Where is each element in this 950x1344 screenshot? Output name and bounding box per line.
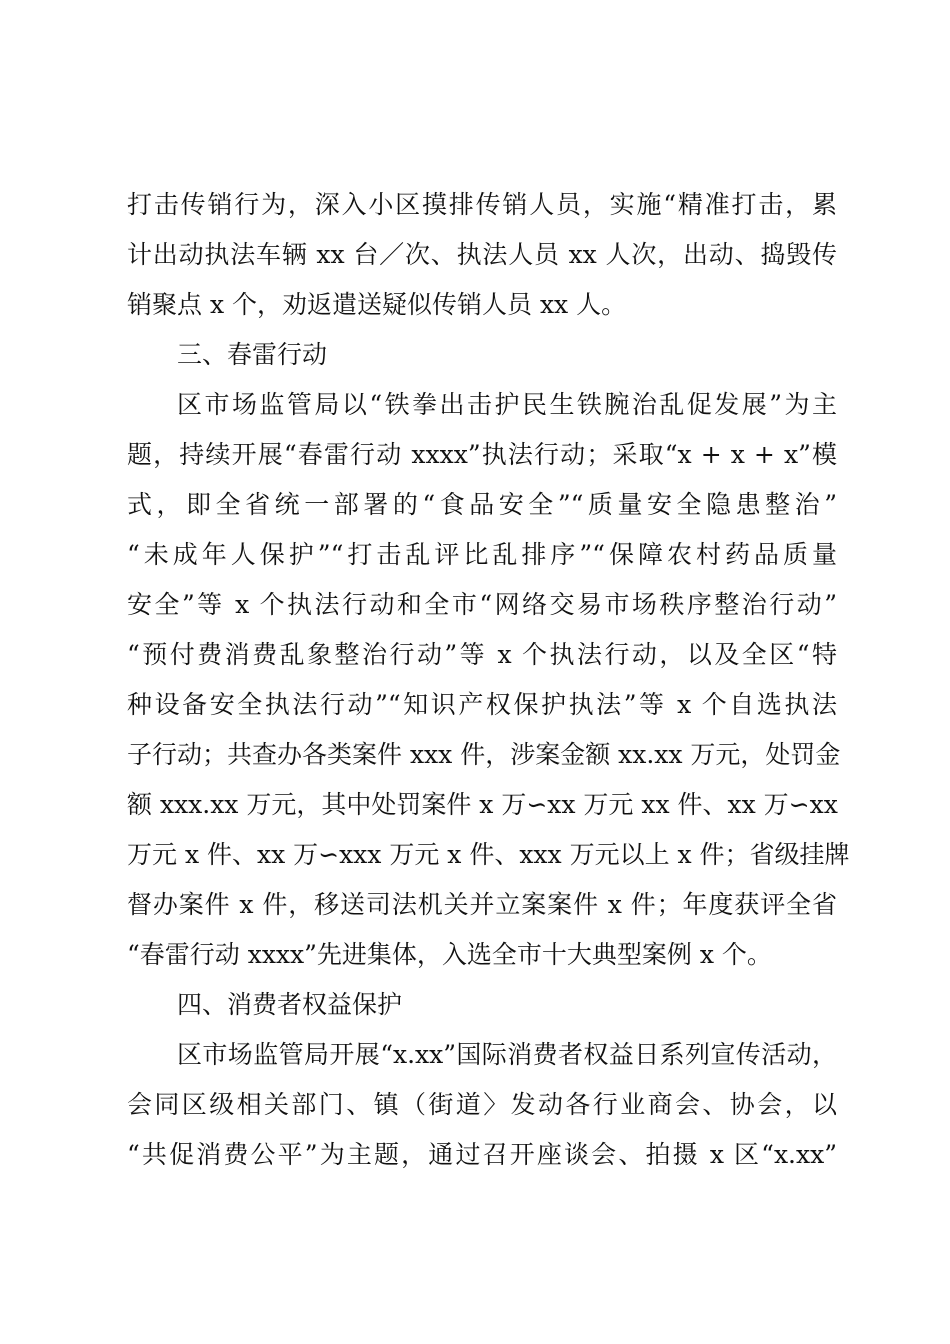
paragraph-line: “预付费消费乱象整治行动”等 x 个执法行动，以及全区“特 <box>127 640 837 669</box>
paragraph-line: 种设备安全执法行动”“知识产权保护执法”等 x 个自选执法 <box>127 690 837 719</box>
paragraph-line: 计出动执法车辆 xx 台／次、执法人员 xx 人次，出动、捣毁传 <box>127 240 837 269</box>
paragraph-line: 打击传销行为，深入小区摸排传销人员，实施“精准打击，累 <box>127 190 837 219</box>
section-heading-3: 三、春雷行动 <box>177 340 328 369</box>
paragraph-line: 区市场监管局开展“x.xx”国际消费者权益日系列宣传活动， <box>177 1040 837 1069</box>
paragraph-line: 区市场监管局以“铁拳出击护民生铁腕治乱促发展”为主 <box>177 390 837 419</box>
paragraph-line: 督办案件 x 件，移送司法机关并立案案件 x 件；年度获评全省 <box>127 890 837 919</box>
paragraph-line: 子行动；共查办各类案件 xxx 件，涉案金额 xx.xx 万元，处罚金 <box>127 740 841 769</box>
section-heading-4: 四、消费者权益保护 <box>177 990 403 1019</box>
paragraph-line: 会同区级相关部门、镇（街道〉发动各行业商会、协会，以 <box>127 1090 837 1119</box>
paragraph-line: “春雷行动 xxxx”先进集体，入选全市十大典型案例 x 个。 <box>127 940 772 969</box>
paragraph-line: 安全”等 x 个执法行动和全市“网络交易市场秩序整治行动” <box>127 590 837 619</box>
paragraph-line: “共促消费公平”为主题，通过召开座谈会、拍摄 x 区“x.xx” <box>127 1140 837 1169</box>
paragraph-line: 题，持续开展“春雷行动 xxxx”执法行动；采取“x + x + x”模 <box>127 440 837 469</box>
paragraph-line: 销聚点 x 个，劝返遣送疑似传销人员 xx 人。 <box>127 290 627 319</box>
paragraph-line: 万元 x 件、xx 万∽xxx 万元 x 件、xxx 万元以上 x 件；省级挂牌 <box>127 840 850 869</box>
paragraph-line: “未成年人保护”“打击乱评比乱排序”“保障农村药品质量 <box>127 540 837 569</box>
paragraph-line: 额 xxx.xx 万元，其中处罚案件 x 万∽xx 万元 xx 件、xx 万∽xx <box>127 790 838 819</box>
paragraph-line: 式，即全省统一部署的“食品安全”“质量安全隐患整治” <box>127 490 837 519</box>
